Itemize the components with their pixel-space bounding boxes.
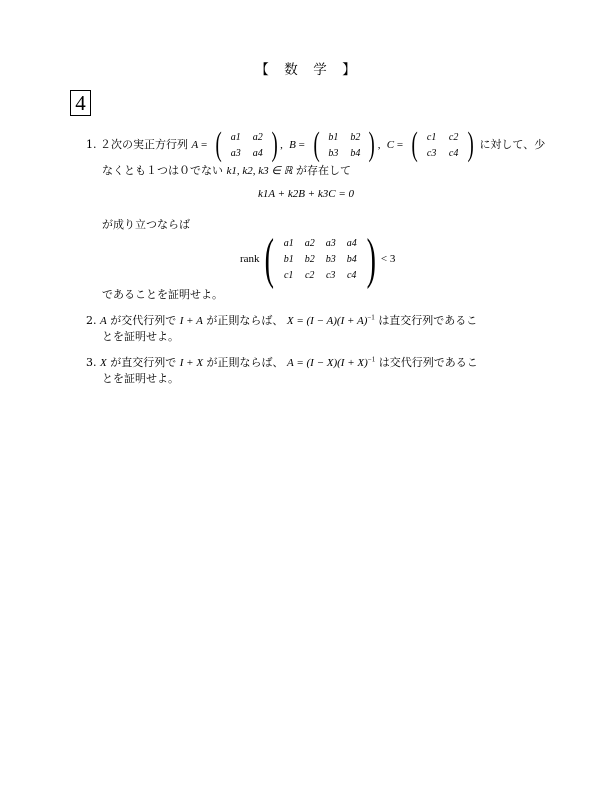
q1-line1: 1. ２次の実正方行列 A = ( a1 a2 a3 a4 ) , B = ( b1 b2 b3 b4 ) , C = ( c1 c2 c3 c4 ) に対して、少 (86, 126, 546, 163)
q3-var-X: X (100, 357, 107, 369)
q1-prove-text: であることを証明せよ。 (102, 288, 223, 301)
q1-text-after: に対して、少 (479, 138, 546, 151)
q1-B-label: B (289, 139, 296, 151)
matrix-C-entry: c2 (448, 131, 459, 143)
q1-rank-expression (240, 228, 396, 290)
q1-C-label: C (386, 139, 395, 151)
q1-line2-text: なくとも１つは０でない (102, 164, 223, 177)
q2-line1 (86, 312, 477, 328)
rank-matrix-entry: c3 (325, 269, 336, 281)
rank-matrix-entry: a1 (283, 237, 294, 249)
matrix-C-entry: c1 (426, 131, 437, 143)
q2-superscript: −1 (367, 313, 375, 322)
q1-line2 (102, 162, 351, 178)
rank-matrix-entry: b3 (325, 253, 336, 265)
rank-matrix-entry: a2 (304, 237, 315, 249)
matrix-B-entry: b3 (328, 147, 339, 159)
rank-matrix-entry: a3 (325, 237, 336, 249)
q3-text-d: が正則ならば、 (206, 356, 284, 369)
rank-matrix-entry: a4 (346, 237, 357, 249)
matrix-A: ( a1 a2 a3 a4 ) (216, 126, 278, 163)
rank-matrix-entry: c2 (304, 269, 315, 281)
q1-intro: ２次の実正方行列 (100, 138, 188, 151)
q3-text-b: が直交行列で (110, 356, 177, 369)
q2-var-A: A (100, 315, 107, 327)
q2-line2: とを証明せよ。 (102, 330, 179, 343)
matrix-B-entry: b1 (328, 131, 339, 143)
rank-matrix-entry: c1 (283, 269, 294, 281)
rank-matrix-entry: c4 (346, 269, 357, 281)
matrix-A-entry: a3 (230, 147, 241, 159)
matrix-A-entry: a1 (230, 131, 241, 143)
q2-expr-e: X = (I − A)(I + A) (286, 315, 368, 327)
q3-line2: とを証明せよ。 (102, 372, 179, 385)
rank-matrix-entry: b1 (283, 253, 294, 265)
page-title: 【 数 学 】 (255, 62, 357, 78)
rank-matrix: ( a1 a2 a3 a4 b1 b2 b3 b4 c1 c2 c3 c4 ) (264, 228, 377, 290)
q2-number: 2. (86, 314, 97, 327)
q1-line2-end: が存在して (295, 164, 351, 177)
problem-number-box: 4 (70, 90, 91, 116)
q1-number: 1. (86, 138, 97, 151)
matrix-B-entry: b2 (350, 131, 361, 143)
q3-superscript: −1 (367, 355, 376, 364)
matrix-C: ( c1 c2 c3 c4 ) (411, 126, 474, 163)
matrix-A-entry: a4 (252, 147, 263, 159)
rank-matrix-entry: b2 (304, 253, 315, 265)
matrix-C-entry: c4 (448, 147, 459, 159)
matrix-B-entry: b4 (350, 147, 361, 159)
q2-text-b: が交代行列で (110, 314, 177, 327)
rank-matrix-entry: b4 (346, 253, 357, 265)
q1-A-label: A (191, 139, 199, 151)
q1-rank-label: rank (240, 253, 260, 265)
q3-line1 (86, 354, 478, 370)
q1-equation: k1A + k2B + k3C = 0 (258, 188, 354, 200)
matrix-B: ( b1 b2 b3 b4 ) (313, 126, 376, 163)
q3-text-f: は交代行列であるこ (378, 356, 478, 369)
q3-number: 3. (86, 356, 97, 369)
q3-expr-c: I + X (179, 357, 204, 369)
q2-text-d: が正則ならば、 (206, 314, 284, 327)
q2-expr-c: I + A (179, 315, 203, 327)
q2-text-f: は直交行列であるこ (378, 314, 478, 327)
q1-rank-rhs: < 3 (380, 253, 396, 265)
q1-holds-text: が成り立つならば (102, 218, 190, 231)
matrix-C-entry: c3 (426, 147, 437, 159)
q3-expr-e: A = (I − X)(I + X) (287, 357, 368, 369)
q1-line2-vars: k1, k2, k3 ∈ ℝ (226, 165, 293, 177)
matrix-A-entry: a2 (252, 131, 263, 143)
